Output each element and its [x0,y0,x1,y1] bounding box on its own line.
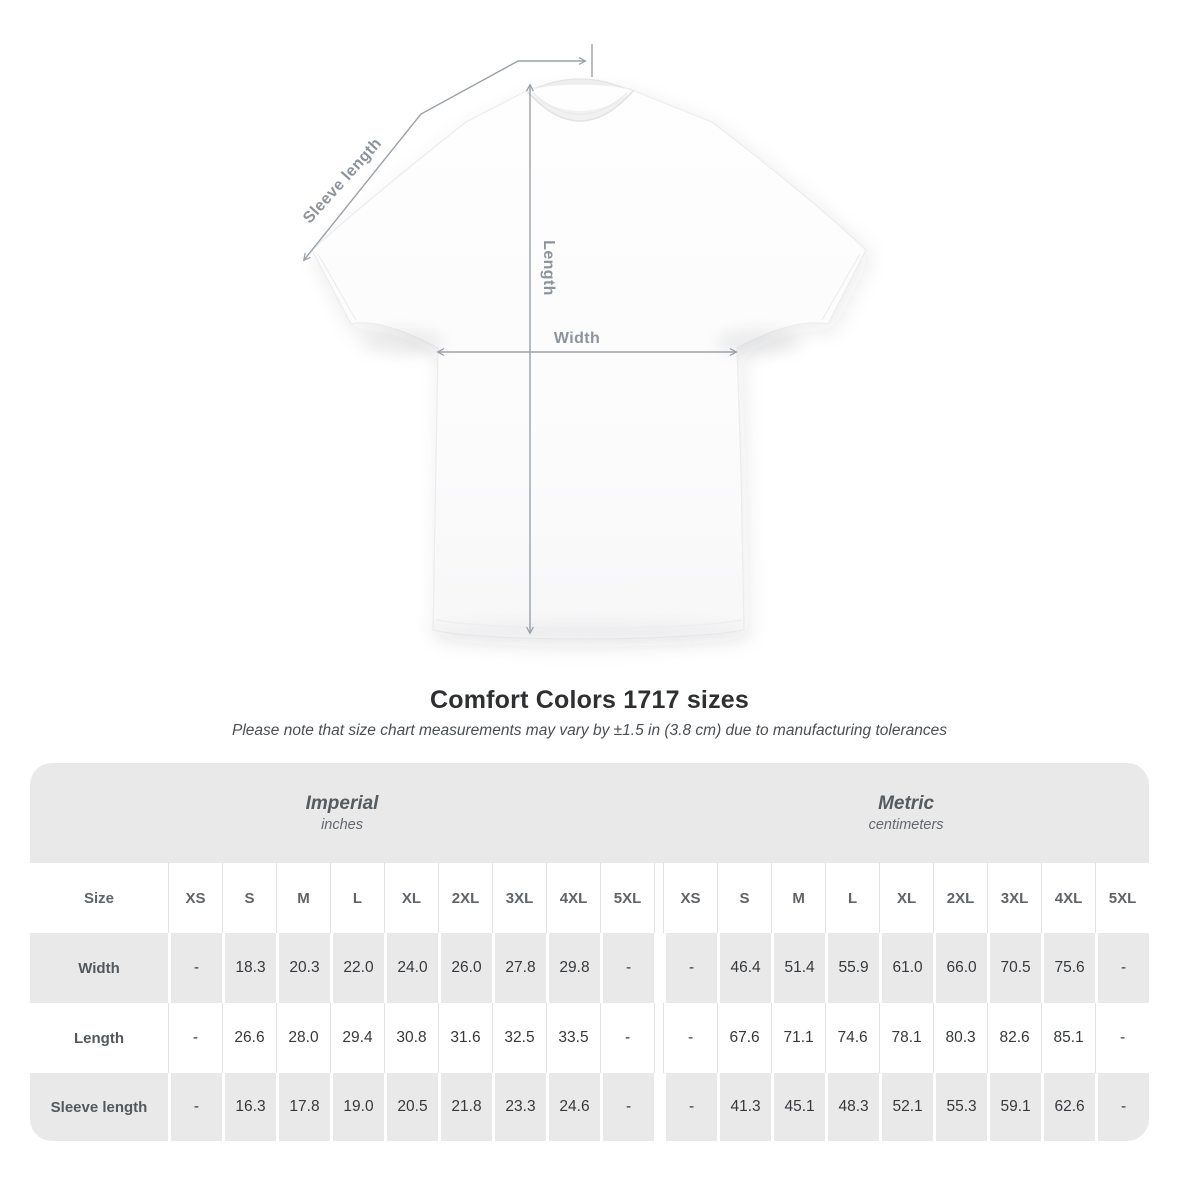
cell-sleeve-length-metric-s: 41.3 [717,1073,771,1141]
table-row-length [30,1003,1149,1073]
size-col-imperial-3xl: 3XL [492,863,546,933]
size-col-imperial-xl: XL [384,863,438,933]
size-header-label: Size [30,863,168,933]
metric-band-title: Metric [878,793,935,814]
size-col-metric-3xl: 3XL [987,863,1041,933]
cell-width-imperial-l: 22.0 [330,933,384,1003]
cell-sleeve-length-imperial-4xl: 24.6 [546,1073,600,1141]
imperial-band-title: Imperial [305,793,379,814]
cell-length-imperial-3xl: 32.5 [492,1003,546,1073]
row-label-length: Length [30,1003,168,1073]
page-title: Comfort Colors 1717 sizes [430,686,749,714]
size-col-imperial-2xl: 2XL [438,863,492,933]
size-col-imperial-m: M [276,863,330,933]
tshirt-graphic [312,79,866,641]
cell-width-metric-4xl: 75.6 [1041,933,1095,1003]
size-col-metric-2xl: 2XL [933,863,987,933]
cell-length-imperial-xl: 30.8 [384,1003,438,1073]
half-gap [654,863,663,933]
cell-sleeve-length-imperial-m: 17.8 [276,1073,330,1141]
cell-sleeve-length-metric-l: 48.3 [825,1073,879,1141]
imperial-band-unit: inches [321,817,363,833]
cell-width-metric-m: 51.4 [771,933,825,1003]
cell-length-metric-l: 74.6 [825,1003,879,1073]
cell-sleeve-length-imperial-3xl: 23.3 [492,1073,546,1141]
cell-width-imperial-3xl: 27.8 [492,933,546,1003]
cell-width-imperial-4xl: 29.8 [546,933,600,1003]
size-col-imperial-5xl: 5XL [600,863,654,933]
size-col-imperial-xs: XS [168,863,222,933]
cell-sleeve-length-imperial-2xl: 21.8 [438,1073,492,1141]
cell-length-metric-s: 67.6 [717,1003,771,1073]
cell-length-metric-xl: 78.1 [879,1003,933,1073]
metric-band [663,763,1149,863]
half-gap [654,933,663,1003]
cell-length-metric-m: 71.1 [771,1003,825,1073]
cell-length-metric-5xl: - [1095,1003,1149,1073]
cell-width-metric-5xl: - [1095,933,1149,1003]
cell-width-metric-s: 46.4 [717,933,771,1003]
cell-width-metric-l: 55.9 [825,933,879,1003]
size-col-imperial-s: S [222,863,276,933]
cell-width-imperial-m: 20.3 [276,933,330,1003]
size-col-metric-xl: XL [879,863,933,933]
cell-width-metric-xl: 61.0 [879,933,933,1003]
cell-width-imperial-5xl: - [600,933,654,1003]
cell-width-imperial-s: 18.3 [222,933,276,1003]
cell-width-metric-3xl: 70.5 [987,933,1041,1003]
cell-sleeve-length-imperial-s: 16.3 [222,1073,276,1141]
cell-sleeve-length-metric-5xl: - [1095,1073,1149,1141]
cell-sleeve-length-metric-4xl: 62.6 [1041,1073,1095,1141]
cell-width-imperial-xl: 24.0 [384,933,438,1003]
cell-width-metric-xs: - [663,933,717,1003]
cell-length-metric-xs: - [663,1003,717,1073]
cell-length-imperial-m: 28.0 [276,1003,330,1073]
half-gap [654,1003,663,1073]
cell-length-imperial-l: 29.4 [330,1003,384,1073]
cell-sleeve-length-metric-xs: - [663,1073,717,1141]
row-label-width: Width [30,933,168,1003]
metric-band-unit: centimeters [868,817,944,833]
cell-length-imperial-s: 26.6 [222,1003,276,1073]
cell-sleeve-length-metric-2xl: 55.3 [933,1073,987,1141]
cell-width-metric-2xl: 66.0 [933,933,987,1003]
cell-sleeve-length-imperial-xs: - [168,1073,222,1141]
cell-length-imperial-4xl: 33.5 [546,1003,600,1073]
cell-length-imperial-xs: - [168,1003,222,1073]
cell-sleeve-length-metric-3xl: 59.1 [987,1073,1041,1141]
cell-length-metric-4xl: 85.1 [1041,1003,1095,1073]
band-gap [654,763,663,863]
cell-sleeve-length-imperial-xl: 20.5 [384,1073,438,1141]
tolerance-note: Please note that size chart measurements may vary by ±1.5 in (3.8 cm) due to manufacturing tolerances [232,722,947,739]
cell-sleeve-length-imperial-l: 19.0 [330,1073,384,1141]
cell-width-imperial-2xl: 26.0 [438,933,492,1003]
sleeve-length-label: Sleeve length [300,135,386,227]
size-col-metric-l: L [825,863,879,933]
unit-band-row [30,763,1149,863]
cell-length-metric-3xl: 82.6 [987,1003,1041,1073]
size-col-metric-m: M [771,863,825,933]
size-table [30,763,1149,1141]
cell-length-metric-2xl: 80.3 [933,1003,987,1073]
row-label-sleeve-length: Sleeve length [30,1073,168,1141]
size-col-imperial-4xl: 4XL [546,863,600,933]
cell-length-imperial-2xl: 31.6 [438,1003,492,1073]
size-col-metric-4xl: 4XL [1041,863,1095,933]
cell-length-imperial-5xl: - [600,1003,654,1073]
size-col-metric-5xl: 5XL [1095,863,1149,933]
half-gap [654,1073,663,1141]
size-col-metric-s: S [717,863,771,933]
cell-sleeve-length-imperial-5xl: - [600,1073,654,1141]
cell-width-imperial-xs: - [168,933,222,1003]
cell-sleeve-length-metric-m: 45.1 [771,1073,825,1141]
table-row-sleeve-length [30,1073,1149,1141]
size-col-metric-xs: XS [663,863,717,933]
table-row-width [30,933,1149,1003]
length-label: Length [540,240,557,296]
size-header-row [30,863,1149,933]
size-col-imperial-l: L [330,863,384,933]
cell-sleeve-length-metric-xl: 52.1 [879,1073,933,1141]
imperial-band [30,763,654,863]
width-label: Width [553,330,601,347]
